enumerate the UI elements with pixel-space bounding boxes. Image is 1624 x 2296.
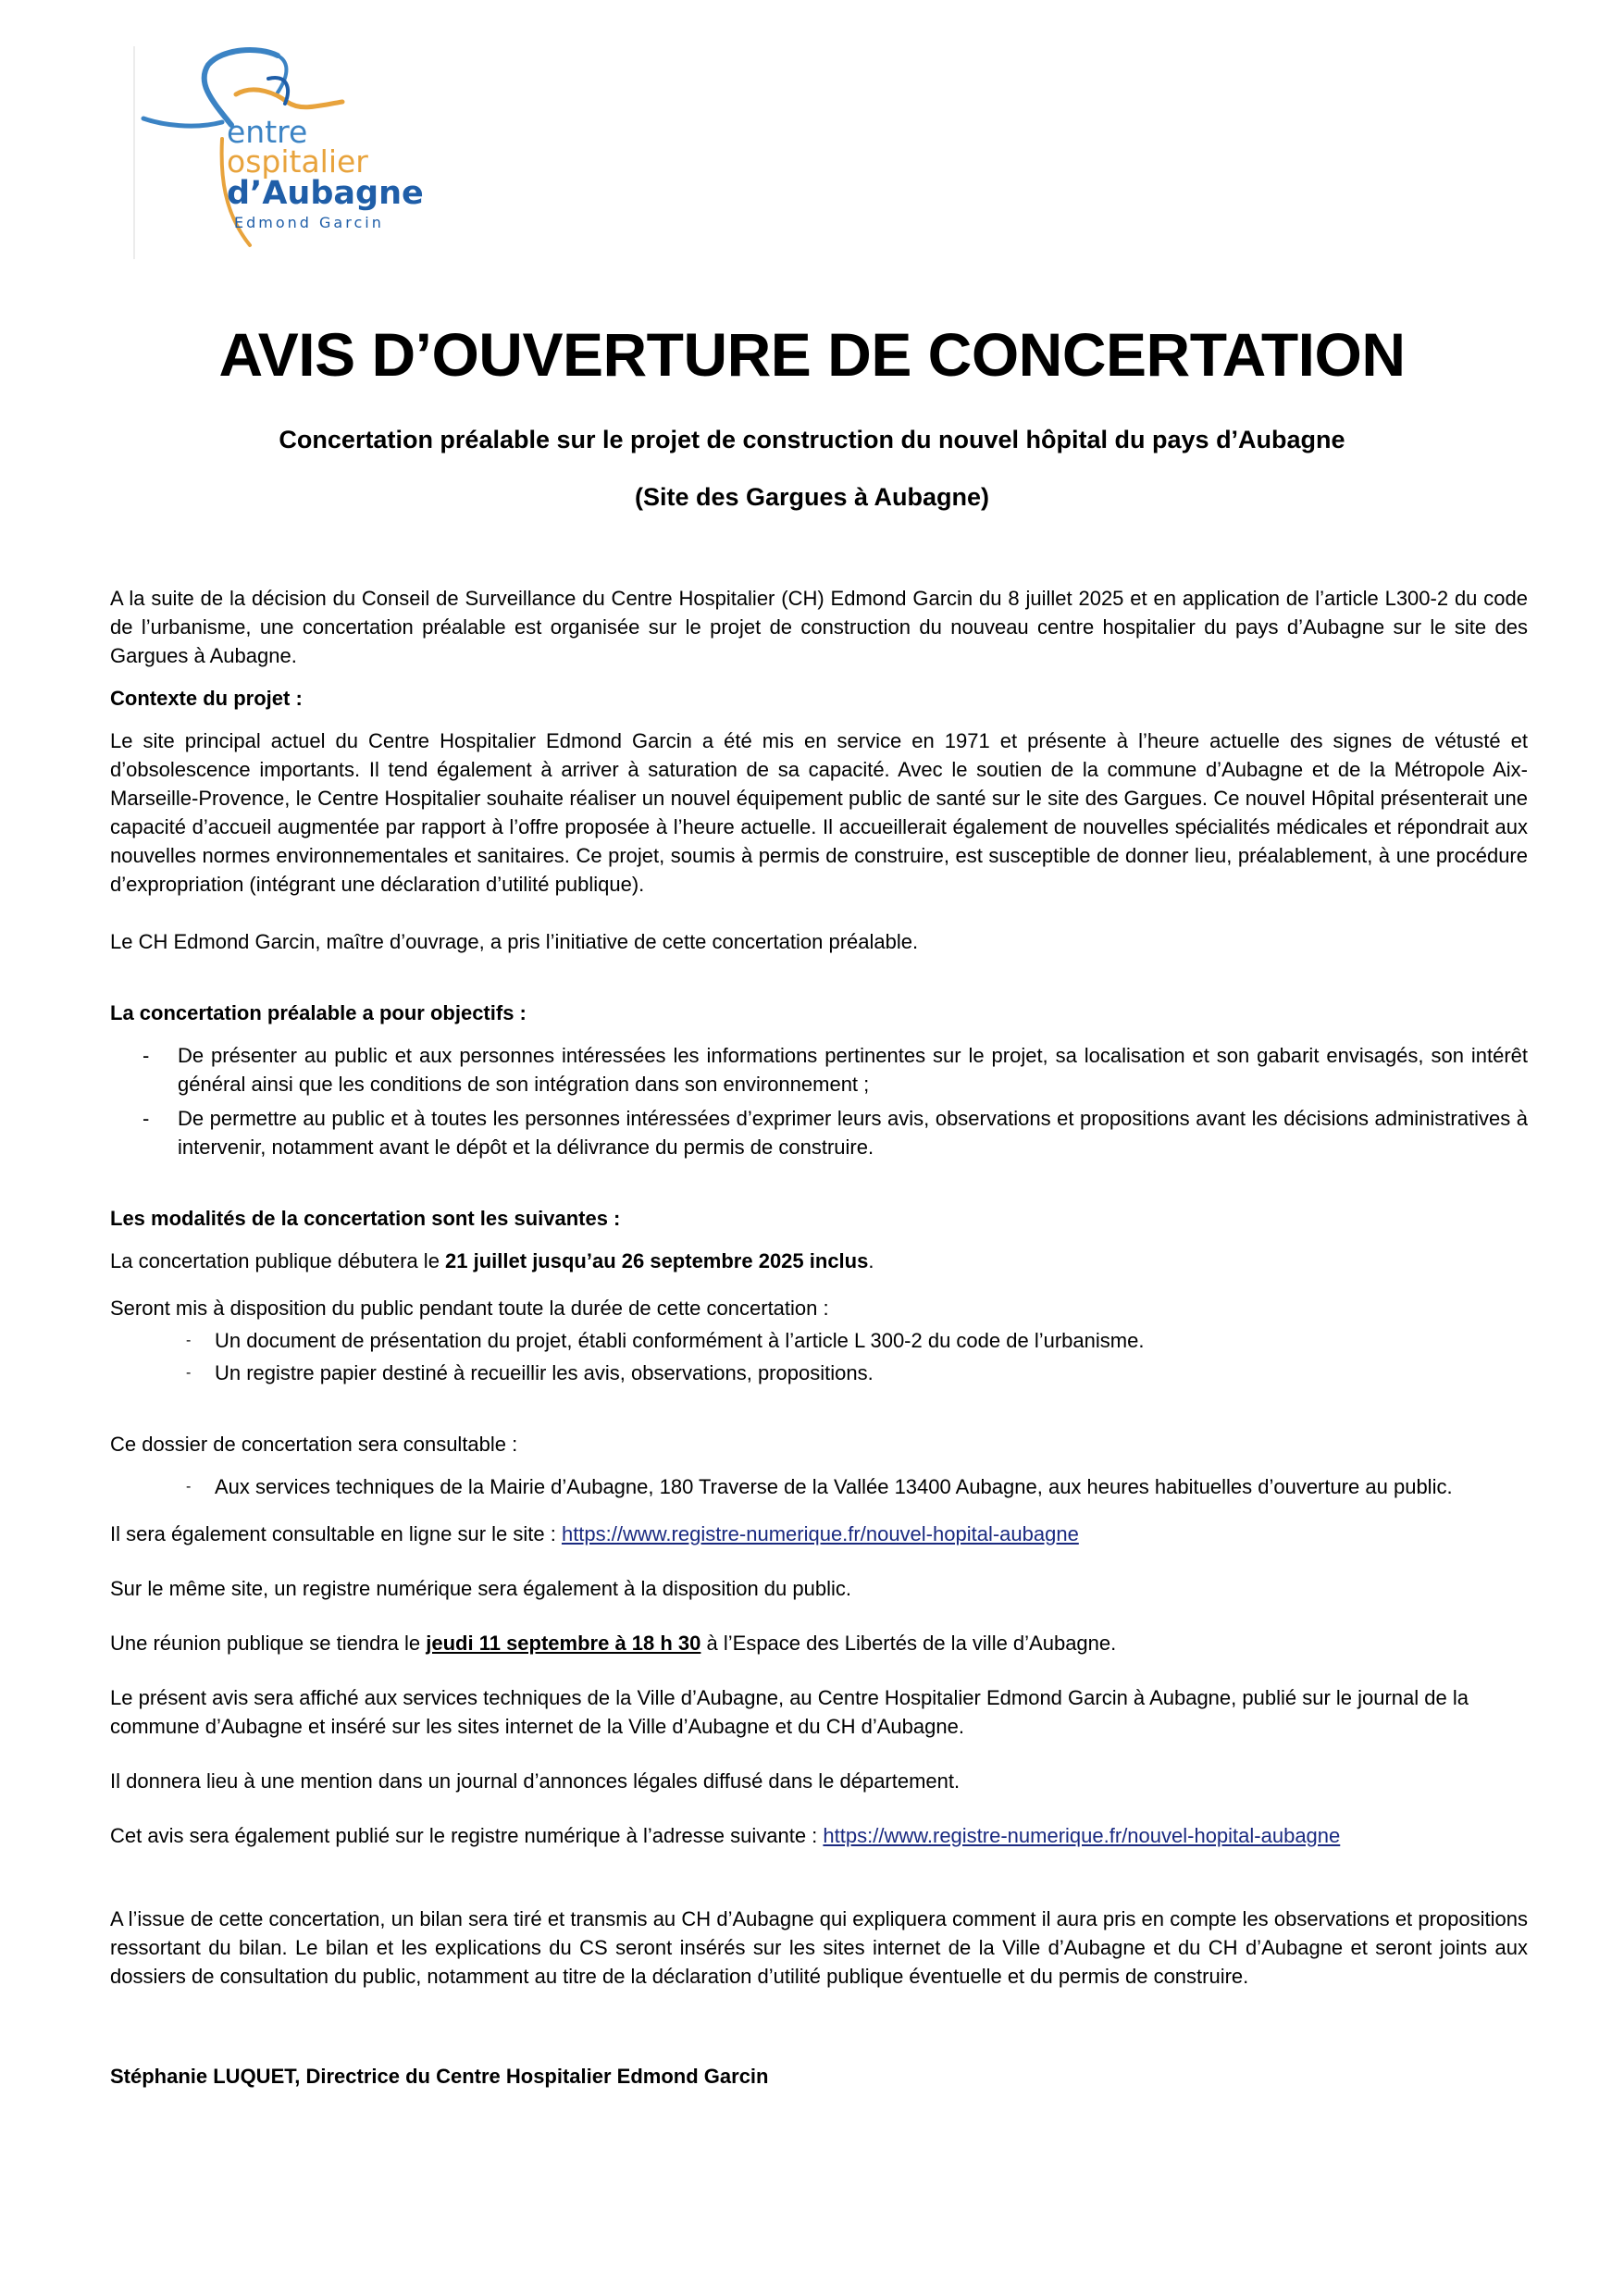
hospital-logo — [130, 37, 424, 268]
meeting-date: jeudi 11 septembre à 18 h 30 — [426, 1632, 701, 1655]
available-list — [110, 1326, 1528, 1387]
registre-link[interactable]: https://www.registre-numerique.fr/nouvel-hopital-aubagne — [561, 1522, 1079, 1545]
available-item: - Un registre papier destiné à recueillir les avis, observations, propositions. — [110, 1359, 1528, 1387]
consult-list — [110, 1472, 1528, 1501]
logo-text-line1: entre — [227, 114, 308, 150]
meeting-paragraph — [110, 1629, 1528, 1657]
page-subtitle: Concertation préalable sur le projet de construction du nouvel hôpital du pays d’Aubagne — [279, 426, 1345, 453]
context-heading: Contexte du projet : — [110, 687, 303, 710]
registre-link[interactable]: https://www.registre-numerique.fr/nouvel-hopital-aubagne — [823, 1824, 1341, 1847]
context-paragraph: Le site principal actuel du Centre Hospitalier Edmond Garcin a été mis en service en 1971 et présente à l’heure actuelle des signes de vétusté et d’obsolescence importants. Il tend également à arriver à saturation de sa capacité. Avec le soutien de la commune d’Aubagne et de la Métropole Aix-Marseille-Provence, le Centre Hospitalier souhaite réaliser un nouvel équipement public de santé sur le site des Gargues. Ce nouvel Hôpital présenterait une capacité d’accueil augmentée par rapport à l’offre proposée à l’heure actuelle. Il accueillerait également de nouvelles spécialités médicales et répondrait aux nouvelles normes environnementales et sanitaires. Ce projet, soumis à permis de construire, est susceptible de donner lieu, préalablement, à une procédure d’expropriation (intégrant une déclaration d’utilité publique). — [110, 729, 1528, 896]
logo-text-line3: d’Aubagne — [227, 175, 424, 212]
objectives-list — [110, 1041, 1528, 1161]
document-body — [110, 584, 1528, 2091]
objective-item: - De permettre au public et à toutes les personnes intéressées d’exprimer leurs avis, observations et propositions avant les décisions administratives à intervenir, notamment avant le dépôt et la délivrance du permis de construire. — [110, 1104, 1528, 1161]
page-subtitle-site: (Site des Gargues à Aubagne) — [634, 483, 990, 511]
initiative-paragraph: Le CH Edmond Garcin, maître d’ouvrage, a pris l’initiative de cette concertation préalable. — [110, 930, 919, 953]
meeting-place: à l’Espace des Libertés de la ville d’Aubagne. — [700, 1632, 1117, 1655]
signature: Stéphanie LUQUET, Directrice du Centre Hospitalier Edmond Garcin — [110, 2065, 769, 2088]
conclusion-paragraph: A l’issue de cette concertation, un bilan sera tiré et transmis au CH d’Aubagne qui expliquera comment il aura pris en compte les observations et propositions ressortant du bilan. Le bilan et les explications du CS seront insérés sur les sites internet de la Ville d’Aubagne et du CH d’Aubagne et seront joints aux dossiers de consultation du public, notamment au titre de la déclaration d’utilité publique éventuelle et du permis de construire. — [110, 1907, 1528, 1988]
published-text: Cet avis sera également publié sur le registre numérique à l’adresse suivante : — [110, 1824, 824, 1847]
digital-register-paragraph: Sur le même site, un registre numérique sera également à la disposition du public. — [110, 1577, 851, 1600]
objective-item: - De présenter au public et aux personnes intéressées les informations pertinentes sur le projet, sa localisation et son gabarit envisagés, son intérêt général ainsi que les conditions de son intégration dans son environnement ; — [110, 1041, 1528, 1098]
available-item: - Un document de présentation du projet, établi conformément à l’article L 300-2 du code de l’urbanisme. — [110, 1326, 1528, 1355]
consult-item: - Aux services techniques de la Mairie d’Aubagne, 180 Traverse de la Vallée 13400 Aubagne, aux heures habituelles d’ouverture au public. — [110, 1472, 1528, 1501]
logo-text-line2: ospitalier — [227, 143, 368, 180]
dates-end: . — [868, 1249, 874, 1272]
journal-paragraph: Il donnera lieu à une mention dans un journal d’annonces légales diffusé dans le département. — [110, 1769, 961, 1793]
modalities-heading: Les modalités de la concertation sont les suivantes : — [110, 1207, 621, 1230]
online-text: Il sera également consultable en ligne sur le site : — [110, 1522, 562, 1545]
dates-paragraph — [110, 1247, 1528, 1275]
logo-text-line4: Edmond Garcin — [234, 214, 384, 231]
meeting-text: Une réunion publique se tiendra le — [110, 1632, 427, 1655]
consult-paragraph: Ce dossier de concertation sera consultable : — [110, 1433, 518, 1456]
page-title: AVIS D’OUVERTURE DE CONCERTATION — [218, 320, 1406, 389]
dates-text: La concertation publique débutera le — [110, 1249, 446, 1272]
display-paragraph: Le présent avis sera affiché aux services techniques de la Ville d’Aubagne, au Centre Hospitalier Edmond Garcin à Aubagne, publié sur le journal de la commune d’Aubagne et inséré sur les sites internet de la Ville d’Aubagne et du CH d’Aubagne. — [110, 1686, 1469, 1738]
dates-bold: 21 juillet jusqu’au 26 septembre 2025 inclus — [445, 1249, 869, 1272]
available-paragraph: Seront mis à disposition du public pendant toute la durée de cette concertation : — [110, 1297, 829, 1320]
online-paragraph — [110, 1520, 1528, 1548]
intro-paragraph: A la suite de la décision du Conseil de Surveillance du Centre Hospitalier (CH) Edmond Garcin du 8 juillet 2025 et en application de l’article L300-2 du code de l’urbanisme, une concertation préalable est organisée sur le projet de construction du nouveau centre hospitalier du pays d’Aubagne sur le site des Gargues à Aubagne. — [110, 587, 1528, 667]
objectives-heading: La concertation préalable a pour objectifs : — [110, 1001, 527, 1024]
published-paragraph — [110, 1821, 1528, 1850]
